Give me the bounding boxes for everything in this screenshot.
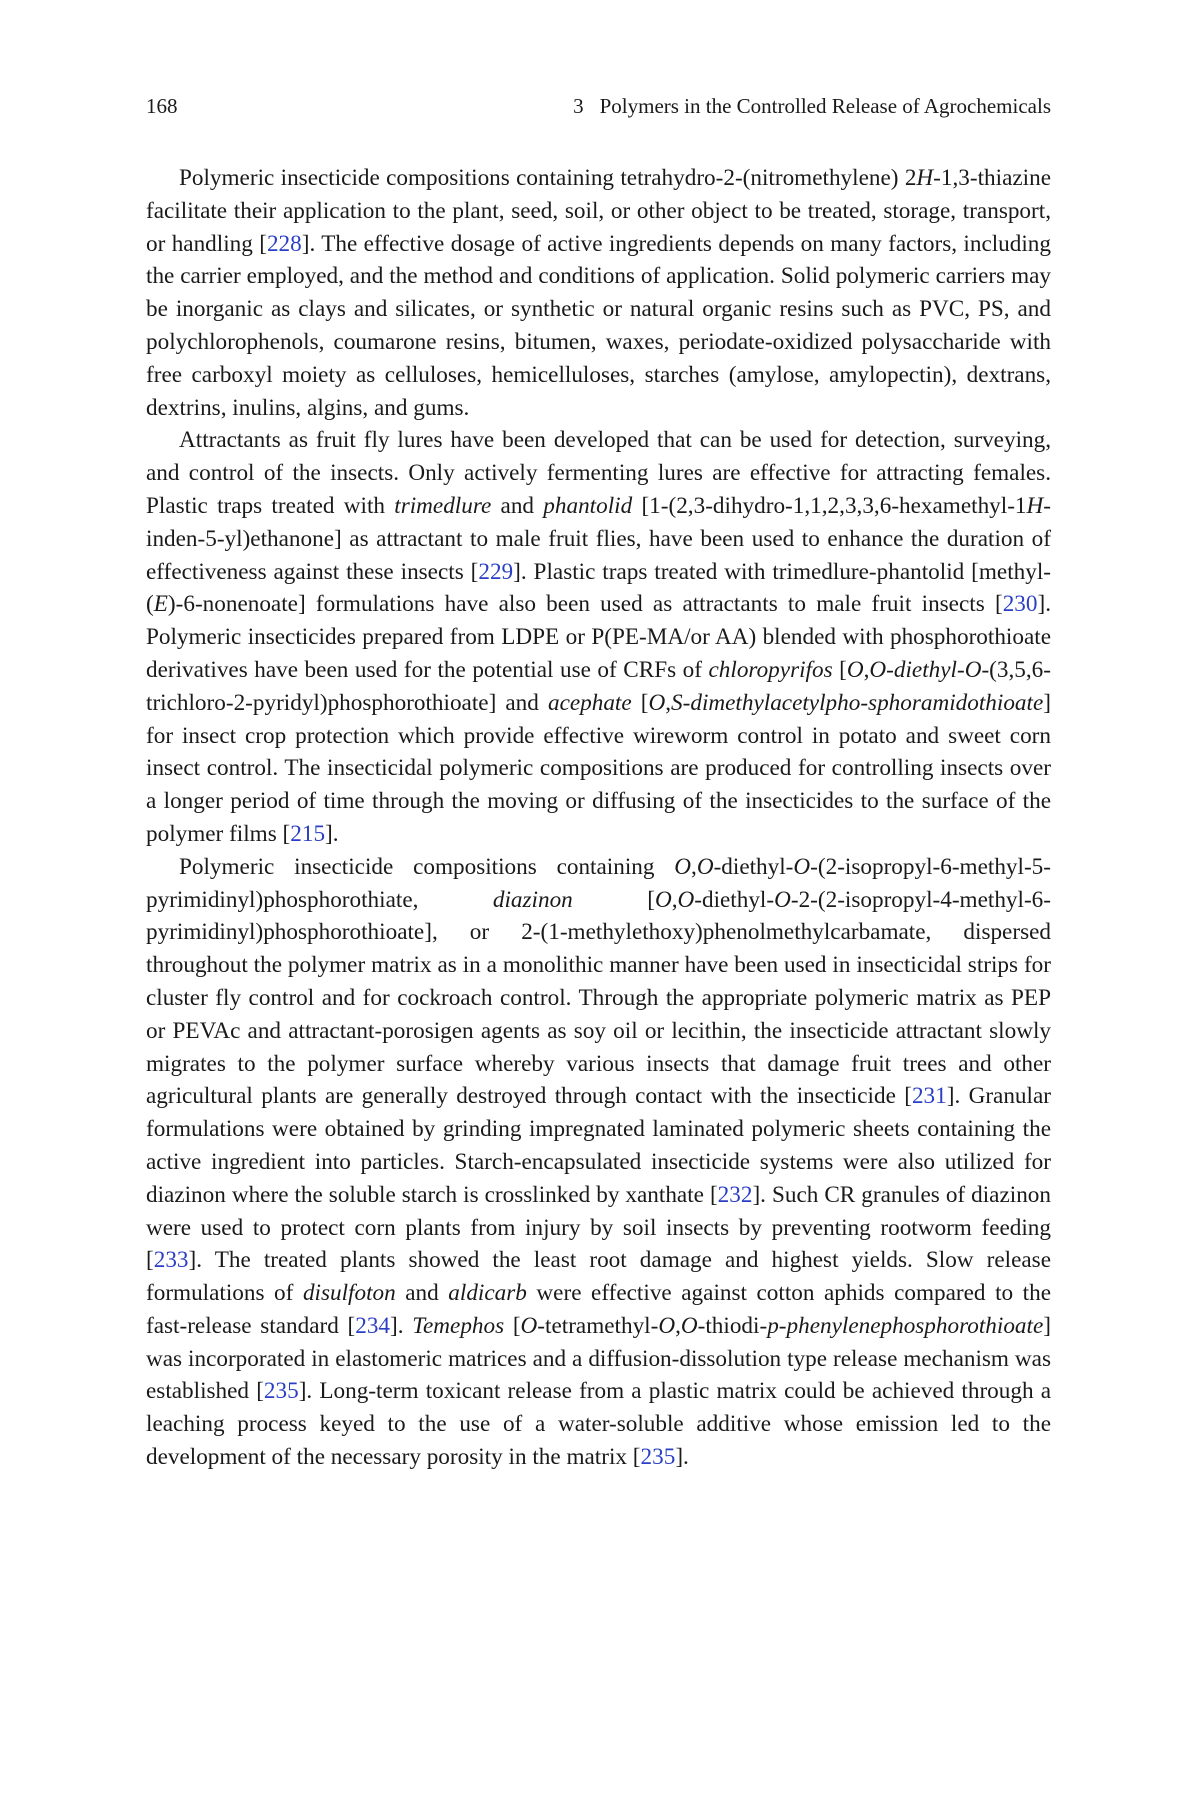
text-run: -(3,5,6-trichloro-2-pyridyl)phosphorothioate] and bbox=[146, 656, 1051, 716]
text-run: , bbox=[691, 853, 697, 880]
body-text bbox=[146, 162, 1051, 1474]
italic-term: O bbox=[696, 853, 714, 880]
text-run: , bbox=[665, 689, 672, 716]
text-run: , bbox=[675, 1312, 681, 1339]
italic-term: Temephos bbox=[412, 1312, 505, 1339]
text-run: ]. bbox=[675, 1444, 689, 1471]
italic-term: O bbox=[677, 886, 695, 913]
paragraph bbox=[146, 162, 1051, 424]
text-run: ]. Granular formulations were obtained by grinding impregnated laminated polymeric sheets containing the active ingredient into particles. Starch-encapsulated insecticide systems were also utilized for diazinon where the soluble starch is crosslinked by xanthate [ bbox=[146, 1083, 1051, 1208]
text-run: -(2-isopropyl-6-methyl-5-pyrimidinyl)phosphorothiate, bbox=[146, 853, 1051, 913]
text-run: )-6-nonenoate] formulations have also been used as attractants to male fruit insects [ bbox=[167, 591, 1003, 618]
italic-term: O bbox=[793, 853, 811, 880]
text-run: [ bbox=[504, 1312, 521, 1339]
italic-term: O bbox=[680, 1312, 698, 1339]
italic-term: phantolid bbox=[543, 492, 633, 519]
text-run: ]. bbox=[325, 820, 339, 847]
paragraph bbox=[146, 851, 1051, 1474]
paragraph bbox=[146, 424, 1051, 850]
italic-term: p-phenylenephosphorothioate bbox=[767, 1312, 1044, 1339]
text-run: -2-(2-isopropyl-4-methyl-6-pyrimidinyl)phosphorothioate], or 2-(1-methylethoxy)phenolmethylcarbamate, dispersed throughout the polymer matrix as in a monolithic manner have been used in insecticidal strips for cluster fly control and for cockroach control. Through the appropriate polymeric matrix as PEP or PEVAc and attractant-porosigen agents as soy oil or lecithin, the insecticide attractant slowly migrates to the polymer surface whereby various insects that damage fruit trees and other agricultural plants are generally destroyed through contact with the insecticide [ bbox=[146, 886, 1051, 1110]
italic-term: O bbox=[654, 886, 672, 913]
italic-term: acephate bbox=[547, 689, 632, 716]
text-run: -thiodi- bbox=[697, 1312, 768, 1339]
chapter-number: 3 bbox=[573, 94, 584, 118]
text-run: Attractants as fruit fly lures have been developed that can be used for detection, surveying, and control of the insects. Only actively fermenting lures are effective for attracting females. Plastic traps treated with bbox=[146, 427, 1051, 519]
text-run: [ bbox=[572, 886, 655, 913]
chapter-heading bbox=[573, 94, 1051, 119]
citation-link[interactable]: 230 bbox=[1002, 591, 1038, 618]
text-run: were effective against cotton aphids compared to the fast-release standard [ bbox=[146, 1280, 1051, 1339]
text-run: -tetramethyl- bbox=[537, 1312, 659, 1339]
text-run: and bbox=[491, 492, 544, 519]
text-run: ] was incorporated in elastomeric matrices and a diffusion-dissolution type release mechanism was established [ bbox=[146, 1312, 1051, 1405]
citation-link[interactable]: 215 bbox=[290, 820, 326, 847]
text-run: -1,3-thiazine facilitate their application to the plant, seed, soil, or other object to be treated, storage, transport, or handling [ bbox=[146, 165, 1051, 257]
text-run: ]. bbox=[390, 1312, 413, 1339]
text-run: , bbox=[671, 886, 678, 913]
text-run: Polymeric insecticide compositions containing bbox=[179, 853, 675, 880]
text-run: [1-(2,3-dihydro-1,1,2,3,3,6-hexamethyl-1 bbox=[632, 492, 1027, 519]
italic-term: O bbox=[648, 689, 666, 716]
italic-term: O-diethyl-O bbox=[869, 656, 982, 683]
text-run: ]. Plastic traps treated with trimedlure-phantolid [methyl-( bbox=[146, 558, 1051, 618]
chapter-title: Polymers in the Controlled Release of Agrochemicals bbox=[599, 94, 1051, 118]
italic-term: H bbox=[1026, 492, 1044, 519]
italic-term: aldicarb bbox=[448, 1280, 527, 1307]
text-run: [ bbox=[832, 656, 847, 683]
citation-link[interactable]: 229 bbox=[478, 558, 514, 585]
text-run: -diethyl- bbox=[694, 886, 775, 913]
italic-term: O bbox=[774, 886, 791, 913]
italic-term: O bbox=[674, 853, 692, 880]
text-run: ]. Long-term toxicant release from a plastic matrix could be achieved through a leaching process keyed to the use of a water-soluble additive whose emission led to the development of the necessary porosity in the matrix [ bbox=[146, 1378, 1051, 1471]
citation-link[interactable]: 235 bbox=[263, 1378, 299, 1405]
citation-link[interactable]: 231 bbox=[911, 1083, 947, 1110]
text-run: [ bbox=[631, 689, 649, 716]
text-run: -diethyl- bbox=[713, 853, 794, 880]
running-header bbox=[146, 94, 1051, 119]
italic-term: O bbox=[520, 1312, 538, 1339]
italic-term: trimedlure bbox=[394, 492, 492, 519]
text-run: -inden-5-yl)ethanone] as attractant to male fruit flies, have been used to enhance the duration of effectiveness against these insects [ bbox=[146, 492, 1052, 585]
italic-term: E bbox=[153, 591, 168, 618]
text-run: ] for insect crop protection which provide effective wireworm control in potato and sweet corn insect control. The insecticidal polymeric compositions are produced for controlling insects over a longer period of time through the moving or diffusing of the insecticides to the surface of the polymer films [ bbox=[146, 689, 1051, 847]
text-run: , bbox=[863, 656, 870, 683]
italic-term: S-dimethylacetylpho-sphoramidothioate bbox=[671, 689, 1044, 716]
text-run: ]. Polymeric insecticides prepared from LDPE or P(PE-MA/or AA) blended with phosphorothioate derivatives have been used for the potential use of CRFs of bbox=[146, 591, 1051, 683]
text-run: ]. The treated plants showed the least root damage and highest yields. Slow release formulations of bbox=[146, 1247, 1051, 1307]
citation-link[interactable]: 234 bbox=[355, 1312, 390, 1339]
text-run: ]. Such CR granules of diazinon were used to protect corn plants from injury by soil insects by preventing rootworm feeding [ bbox=[146, 1181, 1051, 1274]
citation-link[interactable]: 233 bbox=[153, 1247, 189, 1274]
italic-term: chloropyrifos bbox=[708, 656, 833, 683]
citation-link[interactable]: 232 bbox=[717, 1181, 753, 1208]
text-run: Polymeric insecticide compositions containing tetrahydro-2-(nitromethylene) 2 bbox=[179, 165, 917, 191]
citation-link[interactable]: 228 bbox=[266, 230, 302, 257]
italic-term: O bbox=[846, 656, 864, 683]
italic-term: disulfoton bbox=[302, 1280, 396, 1307]
text-run: ]. The effective dosage of active ingredients depends on many factors, including the carrier employed, and the method and conditions of application. Solid polymeric carriers may be inorganic as clays and silicates, or synthetic or natural organic resins such as PVC, PS, and polychlorophenols, coumarone resins, bitumen, waxes, periodate-oxidized polysaccharide with free carboxyl moiety as celluloses, hemicelluloses, starches (amylose, amylopectin), dextrans, dextrins, inulins, algins, and gums. bbox=[146, 230, 1051, 421]
italic-term: O bbox=[658, 1312, 676, 1339]
text-run: and bbox=[395, 1280, 449, 1307]
italic-term: diazinon bbox=[492, 886, 573, 913]
citation-link[interactable]: 235 bbox=[640, 1444, 676, 1471]
page-number: 168 bbox=[146, 94, 178, 118]
italic-term: H bbox=[916, 165, 934, 191]
